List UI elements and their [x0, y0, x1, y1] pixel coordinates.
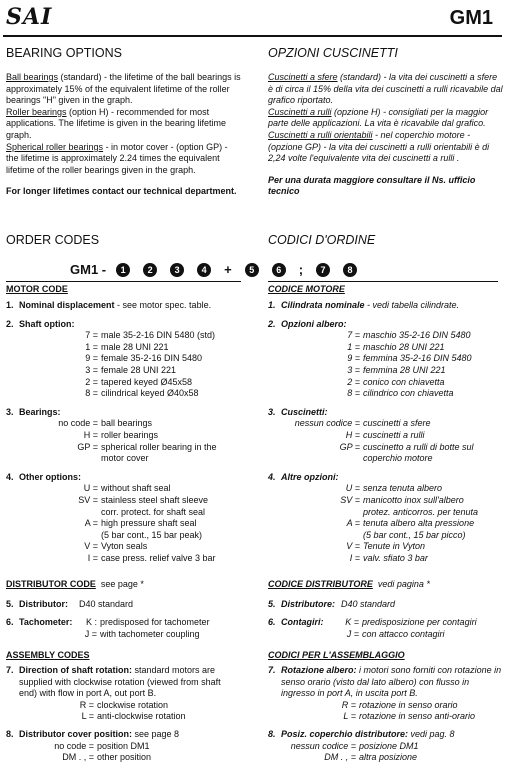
option-code: 7 = [85, 330, 98, 341]
option-desc: femmina 28 UNI 221 [363, 364, 446, 375]
option-row [6, 741, 241, 753]
bearing-note-it: Per una durata maggiore consultare il Ns. ufficio tecnico [268, 174, 476, 197]
header-rule [3, 35, 502, 37]
divider-left [6, 281, 241, 282]
bearing-paragraph: Cuscinetti a rulli (opzione H) - consigliati per la maggior parte delle applicazioni. La vita è ricavabile dal grafico. [268, 106, 489, 129]
item7-it: 7. Rotazione albero: i motori sono forniti con rotazione in senso orario (visto dal lato albero) con flusso in ingresso in port A, in uscita port B. [268, 665, 502, 699]
option-desc: high pressure shaft seal [101, 518, 197, 529]
option-code: V = [84, 541, 98, 552]
shaft-list-it [268, 330, 503, 400]
code-prefix: GM1 - [70, 262, 107, 277]
option-row [268, 442, 503, 454]
item6-it [268, 617, 503, 640]
option-desc: protez. anticorros. per tenuta [363, 506, 479, 517]
option-desc: cuscinetti a sfere [363, 418, 431, 429]
option-row [6, 418, 241, 430]
order-title-en: ORDER CODES [6, 233, 100, 247]
option-desc: without shaft seal [101, 483, 171, 494]
item1-en: 1. Nominal displacement - see motor spec. table. [6, 300, 212, 310]
option-code: U = [345, 483, 360, 494]
option-code: 9 = [347, 353, 360, 364]
option-row [6, 700, 241, 712]
option-desc: coperchio motore [363, 453, 433, 464]
option-desc: rotazione in senso orario [359, 699, 458, 710]
item4-en: 4. Other options: [6, 471, 81, 482]
option-code: 2 = [85, 376, 98, 387]
option-row [6, 530, 241, 542]
dist-it [268, 579, 503, 640]
option-code [268, 507, 363, 519]
option-code: I = [87, 552, 98, 563]
logo: SAI [6, 4, 53, 30]
option-desc: (5 bar cont., 15 bar picco) [363, 529, 466, 540]
motor-it [268, 284, 503, 564]
option-code: nessun codice = [294, 418, 360, 429]
code-position-marker: 6 [272, 263, 286, 277]
model-title: GM1 [449, 7, 493, 29]
option-code: A = [84, 518, 98, 529]
option-desc: altra posizione [359, 752, 418, 763]
option-row [268, 752, 503, 764]
option-row [268, 453, 503, 465]
rotation-list-en [6, 700, 241, 723]
option-code [268, 530, 363, 542]
option-code: 1 = [347, 341, 360, 352]
option-desc: case press. relief valve 3 bar [101, 552, 216, 563]
option-row [268, 518, 503, 530]
code-position-marker: 7 [316, 263, 330, 277]
code-position-marker: 2 [143, 263, 157, 277]
option-row [268, 353, 503, 365]
option-code: L = [81, 711, 94, 722]
option-row [6, 553, 241, 565]
dist-see-en: see page * [100, 579, 144, 589]
option-row [6, 377, 241, 389]
item3-en: 3. Bearings: [6, 406, 61, 417]
option-desc: ball bearings [101, 418, 153, 429]
option-code: 8 = [347, 388, 360, 399]
option-code: 3 = [85, 364, 98, 375]
item8-it: 8. Posiz. coperchio distributore: vedi pag. 8 [268, 728, 455, 739]
option-desc: conico con chiavetta [363, 376, 445, 387]
option-row [268, 541, 503, 553]
option-row [268, 365, 503, 377]
option-desc: male 28 UNI 221 [101, 341, 169, 352]
code-separator: ; [298, 262, 304, 277]
option-desc: senza tenuta albero [363, 483, 443, 494]
option-row [268, 418, 503, 430]
options-list-it [268, 483, 503, 564]
order-title-it: CODICI D'ORDINE [268, 233, 376, 247]
item8-en: 8. Distributor cover position: see page 8 [6, 728, 180, 739]
dist-title-en: DISTRIBUTOR CODE [6, 579, 96, 589]
option-desc: position DM1 [97, 740, 150, 751]
option-code: H = [83, 429, 98, 440]
option-desc: clockwise rotation [97, 699, 169, 710]
option-desc: anti-clockwise rotation [97, 711, 186, 722]
option-code: 7 = [347, 330, 360, 341]
option-desc: cuscinetti a rulli [363, 429, 425, 440]
bearing-paragraph: Ball bearings (standard) - the lifetime of the ball bearings is approximately 15% of the equivalent lifetime of the roller bearings "H" given in the graph. [6, 72, 241, 106]
dist-see-it: vedi pagina * [377, 579, 430, 589]
item3-it: 3. Cuscinetti: [268, 406, 328, 417]
option-code: R = [341, 699, 356, 710]
shaft-list-en [6, 330, 241, 400]
bearing-title-it: OPZIONI CUSCINETTI [268, 46, 398, 60]
option-row [6, 483, 241, 495]
option-desc: Tenute in Vyton [363, 541, 426, 552]
option-code [6, 507, 101, 519]
option-row [6, 365, 241, 377]
option-row [6, 342, 241, 354]
option-desc: posizione DM1 [359, 740, 419, 751]
dist-title-it: CODICE DISTRIBUTORE [268, 579, 373, 589]
option-row [6, 353, 241, 365]
bearing-paragraph: Cuscinetti a rulli orientabili - nel coperchio motore - (opzione GP) - la vita dei cuscinetti a rulli orientabili è di 2,24 volte l'equivalente vita dei cuscinetti a rulli . [268, 129, 490, 164]
bearing-list-it [268, 418, 503, 464]
option-row [268, 377, 503, 389]
option-desc: stainless steel shaft sleeve [101, 494, 209, 505]
option-code: GP = [339, 441, 360, 452]
option-desc: femmina 35-2-16 DIN 5480 [363, 353, 472, 364]
option-desc: tapered keyed Ø45x58 [101, 376, 193, 387]
option-desc: rotazione in senso anti-orario [359, 711, 476, 722]
option-desc: cuscinetto a rulli di botte sul [363, 441, 474, 452]
motor-en [6, 284, 241, 564]
option-desc: tenuta albero alta pressione [363, 518, 475, 529]
option-row [6, 453, 241, 465]
option-desc: maschio 28 UNI 221 [363, 341, 445, 352]
item2-en: 2. Shaft option: [6, 318, 75, 329]
bearing-list-en [6, 418, 241, 464]
position-list-it [268, 741, 503, 764]
option-code: U = [83, 483, 98, 494]
item7-en: 7. Direction of shaft rotation: standard motors are supplied with clockwise rotation (viewed from shaft end) with flow in port A, out port B. [6, 665, 221, 699]
option-row [6, 430, 241, 442]
code-position-marker: 5 [245, 263, 259, 277]
bearing-it [268, 46, 503, 198]
option-row [268, 495, 503, 507]
option-code: DM . , = [62, 752, 94, 763]
option-row [6, 518, 241, 530]
asm-title-it: CODICI PER L'ASSEMBLAGGIO [268, 650, 405, 660]
option-desc: spherical roller bearing in the [101, 441, 217, 452]
divider-right [268, 281, 498, 282]
option-row [6, 330, 241, 342]
option-desc: manicotto inox sull'albero [363, 494, 464, 505]
order-code-line [70, 262, 370, 277]
tach-row: J = with tachometer coupling [84, 628, 200, 639]
option-code: H = [345, 429, 360, 440]
bearing-note-en: For longer lifetimes contact our technical department. [6, 186, 237, 197]
option-desc: cilindrical keyed Ø40x58 [101, 388, 199, 399]
code-position-marker: 8 [343, 263, 357, 277]
bearing-en [6, 46, 241, 198]
option-row [268, 342, 503, 354]
option-row [268, 330, 503, 342]
option-desc: cilindrico con chiavetta [363, 388, 454, 399]
option-desc: other position [97, 752, 152, 763]
option-code: I = [349, 552, 360, 563]
option-desc: Vyton seals [101, 541, 148, 552]
bearing-paragraph: Cuscinetti a sfere (standard) - la vita dei cuscinetti a sfere è di circa il 15% della vita dei cuscinetti a rulli ricavabile dal grafico riportato. [268, 72, 503, 106]
bearing-paragraph: Spherical roller bearings - in motor cover - (option GP) - the lifetime is approximately 2.24 times the equivalent lifetime of the roller bearings given in the graph. [6, 141, 228, 175]
code-position-marker: 4 [197, 263, 211, 277]
option-code: 9 = [85, 353, 98, 364]
bearing-text-it [268, 72, 503, 165]
option-code [268, 453, 363, 465]
option-code: no code = [54, 740, 94, 751]
item5-en: 5. Distributor: D40 standard [6, 598, 134, 609]
option-row [6, 541, 241, 553]
code-position-marker: 3 [170, 263, 184, 277]
option-desc: female 28 UNI 221 [101, 364, 177, 375]
option-code: 8 = [85, 388, 98, 399]
option-row [268, 711, 503, 723]
option-code: GP = [77, 441, 98, 452]
option-desc: male 35-2-16 DIN 5480 (std) [101, 330, 216, 341]
bearing-paragraph: Roller bearings (option H) - recommended for most applications. The lifetime is given in the bearing lifetime graph. [6, 106, 226, 140]
option-row [268, 530, 503, 542]
code-separator: + [224, 262, 232, 277]
option-code [6, 453, 101, 465]
option-row [268, 483, 503, 495]
option-code: 2 = [347, 376, 360, 387]
option-code: R = [79, 699, 94, 710]
option-row [6, 495, 241, 507]
tach-row: 6. Contagiri: K = predisposizione per contagiri [268, 617, 477, 628]
option-row [6, 752, 241, 764]
bearing-title-en: BEARING OPTIONS [6, 46, 122, 60]
option-code: A = [346, 518, 360, 529]
option-code: nessun codice = [290, 740, 356, 751]
options-list-en [6, 483, 241, 564]
option-code: no code = [58, 418, 98, 429]
asm-it [268, 650, 503, 764]
option-desc: (5 bar cont., 15 bar peak) [101, 529, 203, 540]
option-row [6, 388, 241, 400]
code-position-marker: 1 [116, 263, 130, 277]
bearing-text-en [6, 72, 241, 176]
option-code: V = [346, 541, 360, 552]
option-desc: female 35-2-16 DIN 5480 [101, 353, 203, 364]
option-row [268, 741, 503, 753]
item2-it: 2. Opzioni albero: [268, 318, 347, 329]
option-desc: maschio 35-2-16 DIN 5480 [363, 330, 471, 341]
option-desc: corr. protect. for shaft seal [101, 506, 206, 517]
asm-title-en: ASSEMBLY CODES [6, 650, 90, 660]
option-row [268, 388, 503, 400]
option-code [6, 530, 101, 542]
option-code: 1 = [85, 341, 98, 352]
option-row [268, 507, 503, 519]
item4-it: 4. Altre opzioni: [268, 471, 339, 482]
motor-title-en: MOTOR CODE [6, 284, 68, 294]
option-desc: motor cover [101, 453, 149, 464]
option-code: 3 = [347, 364, 360, 375]
item5-it: 5. Distributore: D40 standard [268, 598, 396, 609]
item6-en [6, 617, 241, 640]
option-row [6, 507, 241, 519]
option-code: L = [343, 711, 356, 722]
option-row [6, 442, 241, 454]
option-code: SV = [340, 494, 360, 505]
option-desc: roller bearings [101, 429, 159, 440]
tach-row: J = con attacco contagiri [346, 628, 445, 639]
option-row [6, 711, 241, 723]
position-list-en [6, 741, 241, 764]
option-desc: valv. sfiato 3 bar [363, 552, 428, 563]
asm-en [6, 650, 241, 764]
motor-title-it: CODICE MOTORE [268, 284, 345, 294]
option-row [268, 430, 503, 442]
item1-it: 1. Cilindrata nominale - vedi tabella cilindrate. [268, 300, 460, 310]
option-row [268, 700, 503, 712]
option-code: SV = [78, 494, 98, 505]
dist-en [6, 579, 241, 640]
option-row [268, 553, 503, 565]
option-code: DM . , = [324, 752, 356, 763]
rotation-list-it [268, 700, 503, 723]
tach-row: 6. Tachometer: K : predisposed for tachometer [6, 617, 210, 628]
